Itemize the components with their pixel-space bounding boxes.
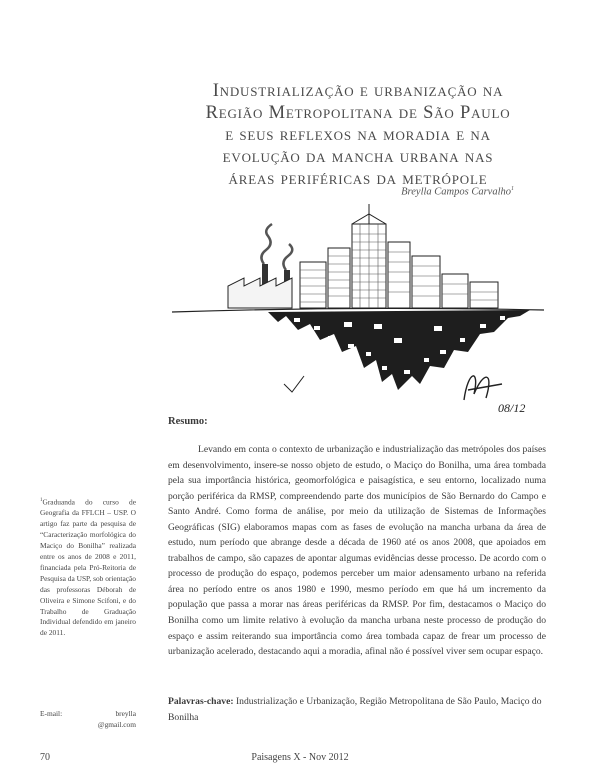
- author-email: [40, 708, 136, 730]
- hillside-houses: [268, 310, 530, 390]
- author-name: Breylla Campos Carvalho$^1$: [401, 186, 514, 198]
- running-footer: Paisagens X - Nov 2012: [251, 752, 349, 763]
- abstract-text: Levando em conta o contexto de urbanização e industrialização das metrópoles dos países em desenvolvimento, insere-se nosso objeto de estudo, o Maciço do Bonilha, uma área tombada pela sua importância histórica, geomorfológica e paisagística, e seu entorno, localizado numa porção periférica da RMSP, compreendendo parte dos municípios de São Bernardo do Campo e Santo André. Como forma de análise, por meio da utilização de Sistemas de Informações Geográficas (SIG) elaboramos mapas com as fases de evolução na mancha urbana da área de estudo, num período que abrange desde a década de 1960 até os anos 2008, que apoiados em trabalhos de campo, são capazes de apontar algumas evidências desse processo. De acordo com o processo de produção do espaço, podemos perceber um maior adensamento urbano na referida área no período entre os anos 1980 e 1990, mesmo período em que há um incremento da população que passa a morar nas áreas periféricas da RMSP. Por fim, destacamos o Maciço do Bonilha como um limite relativo à evolução da mancha urbana neste processo de produção do espaço e assim reiterando sua importância como área tombada capaz de frear um processo de urbanização acelerado, destacando aqui a moradia, afinal não é possível viver sem ocupar espaço.: [168, 444, 546, 658]
- footnote-mark: 1: [40, 498, 43, 503]
- title-line: evolução da mancha urbana nas: [222, 147, 494, 167]
- building: [328, 248, 350, 308]
- email-user: breylla: [115, 709, 136, 718]
- signature-date: 08/12: [498, 401, 526, 415]
- building: [442, 274, 468, 308]
- title-line: e seus reflexos na moradia e na: [225, 125, 491, 145]
- title-line: áreas periféricas da metrópole: [228, 169, 488, 189]
- building: [300, 262, 326, 308]
- city-illustration: [168, 200, 548, 418]
- article-title: [168, 80, 548, 190]
- keywords-label: Palavras-chave:: [168, 696, 234, 707]
- check-mark-icon: [284, 376, 304, 392]
- artist-signature: [464, 376, 502, 400]
- email-domain: @gmail.com: [97, 720, 136, 729]
- smoke-icon: [283, 244, 292, 270]
- smoke-icon: [261, 224, 272, 264]
- author-footnote-mark: 1: [511, 186, 514, 192]
- building: [470, 282, 498, 308]
- abstract-heading: Resumo:: [168, 416, 208, 427]
- keywords: [168, 694, 546, 725]
- keywords-text: Industrialização e Urbanização, Região Metropolitana de São Paulo, Maciço do Bonilha: [168, 696, 542, 723]
- page-number: 70: [40, 752, 50, 763]
- factory-building: [228, 278, 292, 308]
- footnote-text: Graduanda do curso de Geografia da FFLCH – USP. O artigo faz parte da pesquisa de “Caracterização morfológica do Maciço do Bonilha” realizada entre os anos de 2008 e 2011, financiada pela Pró-Reitoria de Pesquisa da USP, sob orientação das professoras Déborah de Oliveira e Simone Scifoni, e do Trabalho de Graduação Individual defendido em janeiro de 2011.: [40, 497, 136, 638]
- title-line: Industrialização e urbanização na: [212, 81, 504, 101]
- email-label: E-mail:: [40, 709, 63, 718]
- footnote: [40, 496, 136, 639]
- building: [412, 256, 440, 308]
- title-line: Região Metropolitana de São Paulo: [205, 103, 511, 123]
